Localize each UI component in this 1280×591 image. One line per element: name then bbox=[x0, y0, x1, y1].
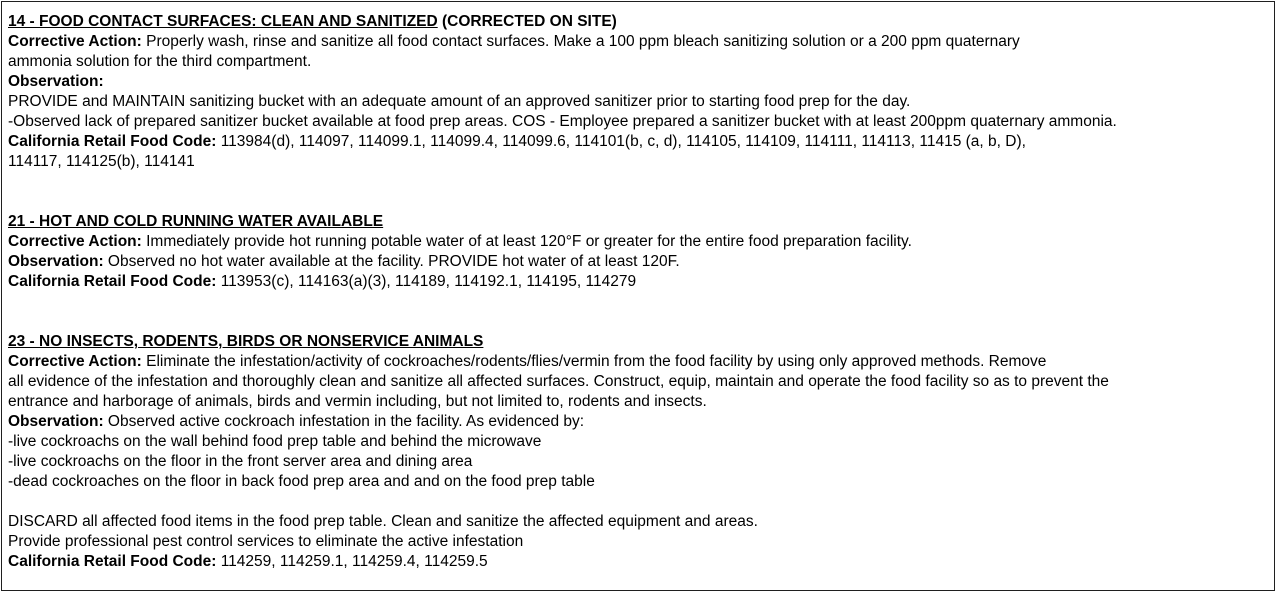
corrective-action-label: Corrective Action: bbox=[8, 353, 142, 370]
food-code-values: 113984(d), 114097, 114099.1, 114099.4, 114099.6, 114101(b, c, d), 114105, 114109, 114111, 114113, 11415 (a, b, D), bbox=[216, 133, 1026, 150]
section-title: 21 - HOT AND COLD RUNNING WATER AVAILABLE bbox=[8, 213, 384, 230]
food-code-label: California Retail Food Code: bbox=[8, 273, 217, 290]
corrective-action-continued: entrance and harborage of animals, birds and vermin including, but not limited to, rodents and insects. bbox=[8, 393, 707, 410]
corrective-action bbox=[8, 352, 1274, 372]
section-title: 23 - NO INSECTS, RODENTS, BIRDS OR NONSERVICE ANIMALS bbox=[8, 333, 484, 350]
observation-extra: Provide professional pest control services to eliminate the active infestation bbox=[8, 533, 524, 550]
corrective-action-label: Corrective Action: bbox=[8, 233, 142, 250]
observation-text: Observed active cockroach infestation in the facility. As evidenced by: bbox=[103, 413, 585, 430]
food-code-values: 113953(c), 114163(a)(3), 114189, 114192.1, 114195, 114279 bbox=[216, 273, 637, 290]
food-code bbox=[8, 552, 1274, 572]
observation-item: -live cockroachs on the floor in the front server area and dining area bbox=[8, 453, 473, 470]
observation-text: -Observed lack of prepared sanitizer bucket available at food prep areas. COS - Employee prepared a sanitizer bucket with at least 200ppm quaternary ammonia. bbox=[8, 113, 1117, 130]
observation bbox=[8, 252, 1274, 272]
food-code-values: 114259, 114259.1, 114259.4, 114259.5 bbox=[216, 553, 488, 570]
section-heading bbox=[8, 332, 1274, 352]
inspection-report bbox=[8, 12, 1274, 572]
corrective-action-text: Immediately provide hot running potable water of at least 120°F or greater for the entire food preparation facility. bbox=[141, 233, 912, 250]
paragraph-spacer bbox=[8, 492, 1274, 512]
observation-item: -dead cockroaches on the floor in back food prep area and and on the food prep table bbox=[8, 473, 595, 490]
observation-text: Observed no hot water available at the facility. PROVIDE hot water of at least 120F. bbox=[103, 253, 680, 270]
section-heading bbox=[8, 212, 1274, 232]
food-code bbox=[8, 272, 1274, 292]
corrective-action-label: Corrective Action: bbox=[8, 33, 142, 50]
corrective-action-text: Eliminate the infestation/activity of cockroaches/rodents/flies/vermin from the food facility by using only approved methods. Remove bbox=[141, 353, 1047, 370]
food-code-label: California Retail Food Code: bbox=[8, 553, 217, 570]
observation-label: Observation: bbox=[8, 253, 104, 270]
food-code bbox=[8, 132, 1274, 152]
violation-section-21 bbox=[8, 212, 1274, 292]
corrective-action-continued: ammonia solution for the third compartment. bbox=[8, 53, 312, 70]
section-title-suffix: (CORRECTED ON SITE) bbox=[437, 13, 617, 30]
corrective-action bbox=[8, 32, 1274, 52]
observation-item: -live cockroachs on the wall behind food prep table and behind the microwave bbox=[8, 433, 542, 450]
observation-label: Observation: bbox=[8, 413, 104, 430]
section-heading bbox=[8, 12, 1274, 32]
observation-extra: DISCARD all affected food items in the food prep table. Clean and sanitize the affected equipment and areas. bbox=[8, 513, 758, 530]
corrective-action-text: Properly wash, rinse and sanitize all food contact surfaces. Make a 100 ppm bleach sanitizing solution or a 200 ppm quaternary bbox=[141, 33, 1020, 50]
violation-section-14 bbox=[8, 12, 1274, 172]
corrective-action bbox=[8, 232, 1274, 252]
corrective-action-continued: all evidence of the infestation and thoroughly clean and sanitize all affected surfaces. Construct, equip, maintain and operate the food facility so as to prevent the bbox=[8, 373, 1109, 390]
section-spacer bbox=[8, 172, 1274, 212]
observation-label: Observation: bbox=[8, 73, 104, 90]
food-code-continued: 114117, 114125(b), 114141 bbox=[8, 153, 195, 170]
violation-section-23 bbox=[8, 332, 1274, 572]
observation-text: PROVIDE and MAINTAIN sanitizing bucket with an adequate amount of an approved sanitizer prior to starting food prep for the day. bbox=[8, 93, 911, 110]
section-title: 14 - FOOD CONTACT SURFACES: CLEAN AND SANITIZED bbox=[8, 13, 438, 30]
food-code-label: California Retail Food Code: bbox=[8, 133, 217, 150]
section-spacer bbox=[8, 292, 1274, 332]
observation bbox=[8, 412, 1274, 432]
